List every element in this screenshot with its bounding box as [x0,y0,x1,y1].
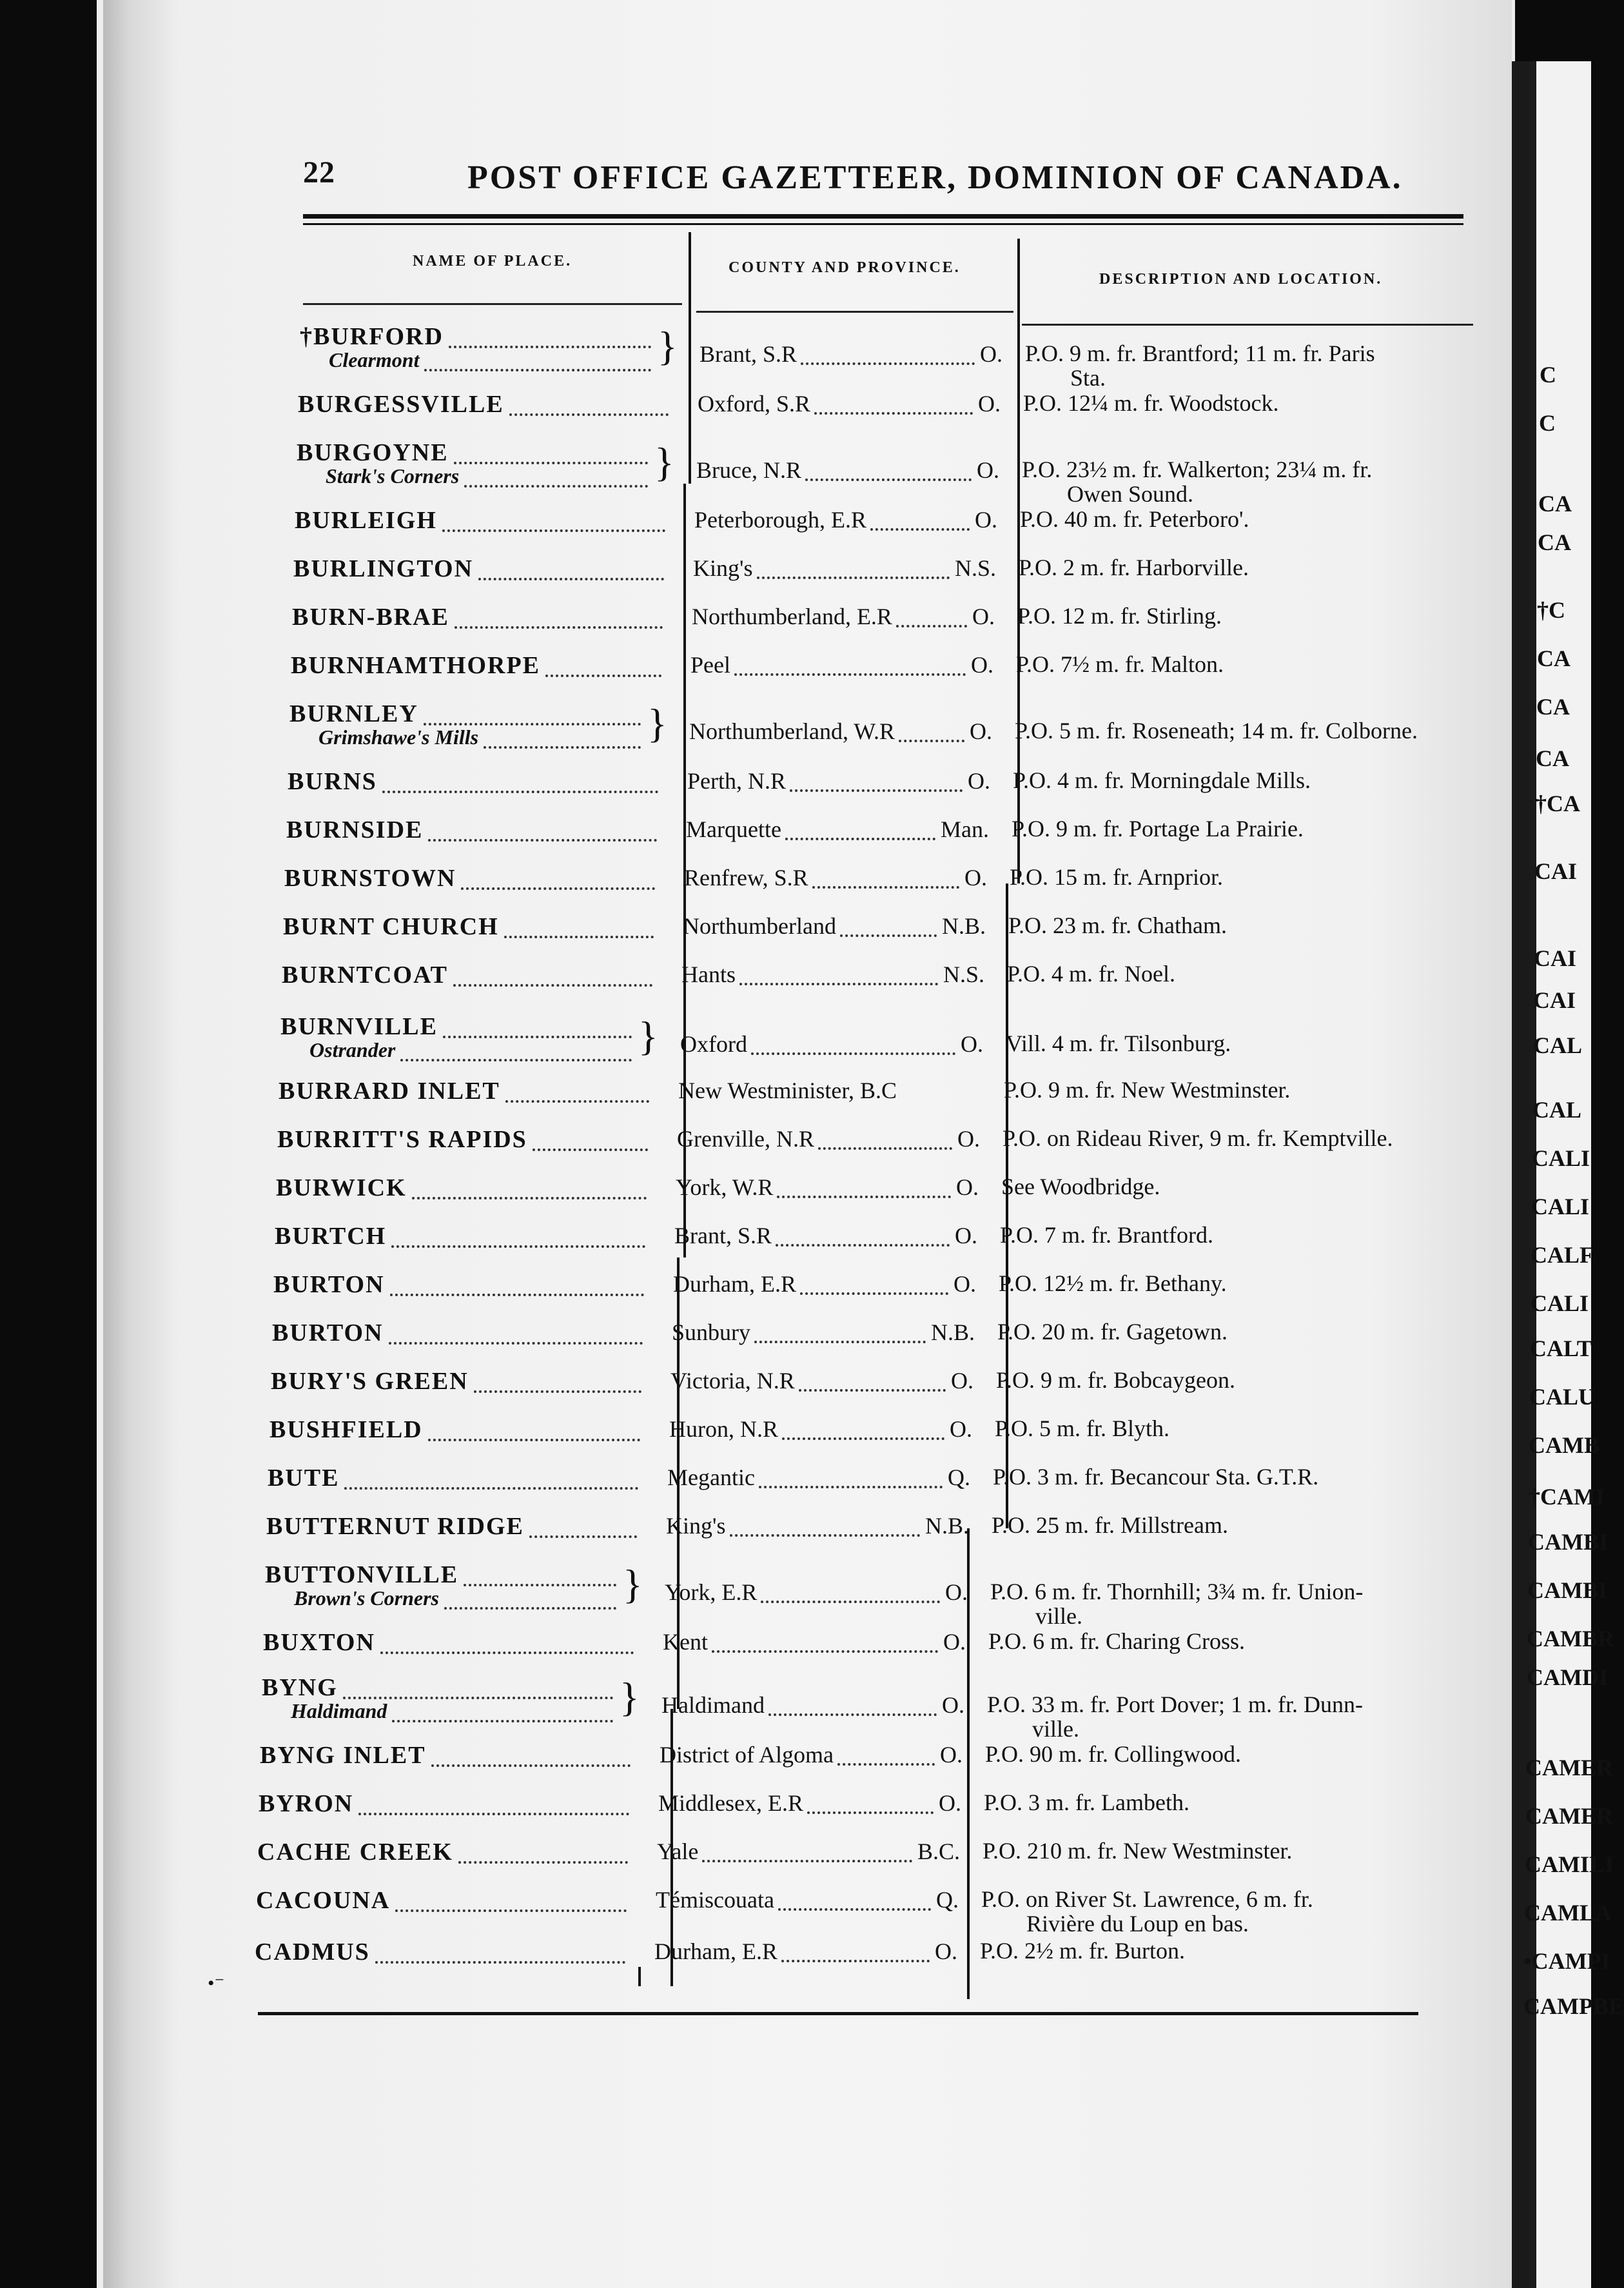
grouping-brace: } [654,439,674,485]
place-name: CACHE CREEK [257,1839,453,1866]
column-divider-1e [638,1967,641,1986]
county-name: Sunbury [672,1319,751,1345]
leader-dots [818,1147,952,1150]
place-name: BURNVILLE [280,1013,438,1040]
description-line: Owen Sound. [1067,481,1193,507]
description-line: P.O. 2½ m. fr. Burton. [980,1938,1186,1964]
description-line: P.O. 9 m. fr. Portage La Prairie. [1012,816,1304,842]
leader-dots [431,1764,631,1767]
place-name: BUTTERNUT RIDGE [266,1513,524,1540]
place-name: BUTTONVILLE [265,1561,459,1588]
place-name: BURNTCOAT [282,962,448,989]
county-name: Perth, N.R [687,768,786,794]
facing-page-word: CALI [1531,1194,1590,1219]
province: O. [978,391,1001,417]
facing-page-word: CAMDI [1527,1664,1608,1690]
leader-dots [428,1439,640,1441]
place-name: BURGOYNE [297,439,449,466]
column-header-description: DESCRIPTION AND LOCATION. [1099,271,1383,288]
description-line: P.O. 6 m. fr. Thornhill; 3¾ m. fr. Union- [990,1579,1364,1604]
province: O. [950,1416,972,1442]
province: O. [955,1223,977,1248]
leader-dots [533,1149,648,1151]
leader-dots [800,1292,948,1295]
province: O. [961,1031,983,1057]
description-line: Rivière du Loup en bas. [1026,1911,1249,1937]
leader-dots [529,1535,637,1538]
leader-dots [344,1487,638,1490]
facing-page-word: CAMLA [1524,1900,1612,1926]
province: O. [968,768,990,794]
leader-dots [464,1584,616,1586]
leader-dots [777,1196,951,1198]
place-name: BURGESSVILLE [298,391,504,418]
facing-page-word: CAMILI [1525,1851,1614,1877]
facing-page-word: CALF [1531,1242,1594,1268]
facing-page-word: C [1540,362,1556,388]
description-line: ville. [1032,1716,1079,1742]
place-header-rule [303,303,682,305]
county-name: Hants [681,962,736,987]
leader-dots [754,1341,926,1343]
facing-page-word: CA [1537,646,1570,671]
description-line: P.O. 12½ m. fr. Bethany. [999,1270,1227,1296]
grouping-brace: } [638,1013,658,1059]
county-name: Brant, S.R [674,1223,772,1248]
description-line: P.O. 15 m. fr. Arnprior. [1010,864,1224,890]
description-line: P.O. 23 m. fr. Chatham. [1008,912,1227,938]
place-name: BUXTON [263,1629,375,1656]
leader-dots [380,1652,634,1654]
description-line: P.O. 23½ m. fr. Walkerton; 23¼ m. fr. [1022,457,1373,482]
county-name: Victoria, N.R [670,1368,795,1394]
county-name: Peterborough, E.R [694,507,866,533]
province: O. [942,1692,964,1718]
place-name: BUSHFIELD [269,1416,423,1443]
place-name: BURTON [272,1319,384,1346]
county-name: New Westminister, B.C [678,1078,897,1103]
county-name: Haldimand [661,1692,765,1718]
place-name: BURNS [288,768,377,795]
county-name: Oxford [680,1031,747,1057]
description-line: P.O. 12 m. fr. Stirling. [1017,603,1222,629]
facing-page-word: CAMER [1525,1803,1613,1829]
description-line: P.O. on River St. Lawrence, 6 m. fr. [981,1886,1313,1912]
leader-dots [391,1245,645,1248]
county-name: Témiscouata [656,1887,774,1913]
province: O. [970,718,992,744]
running-title: POST OFFICE GAZETTEER, DOMINION OF CANADA. [467,159,1403,196]
description-line: P.O. 25 m. fr. Millstream. [992,1512,1228,1538]
grouping-brace: } [658,323,678,369]
county-header-rule [696,311,1013,313]
place-name: BURTCH [275,1223,387,1250]
column-header-county: COUNTY AND PROVINCE. [729,259,961,276]
province: O. [957,1126,980,1152]
county-name: Oxford, S.R [698,391,811,417]
leader-dots [509,413,669,416]
place-name: †BURFORD [300,323,444,350]
place-name: CACOUNA [256,1887,391,1914]
description-line: P.O. on Rideau River, 9 m. fr. Kemptville. [1003,1125,1393,1151]
province: O. [940,1742,963,1768]
place-name: BURY'S GREEN [271,1368,469,1395]
county-name: District of Algoma [660,1742,834,1768]
county-name: Kent [663,1629,708,1655]
place-name: BURNT CHURCH [283,913,499,940]
description-line: P.O. 33 m. fr. Port Dover; 1 m. fr. Dunn- [987,1691,1363,1717]
province: Q. [936,1887,959,1913]
leader-dots [837,1763,935,1766]
county-name: Northumberland [683,913,836,939]
leader-dots [505,1100,649,1103]
facing-page-word: CAI [1534,945,1577,971]
place-name: BURRARD INLET [279,1078,500,1105]
leader-dots [454,462,648,464]
facing-page-word: CA [1536,694,1570,720]
place-name: BURNSTOWN [284,865,456,892]
facing-page-word: CA [1536,745,1569,771]
facing-page-word: CAMBR [1527,1626,1614,1652]
header-rule-thick [303,214,1463,219]
facing-page-word: CAMBI [1527,1577,1607,1603]
province: N.S. [943,962,984,987]
place-name: BURN-BRAE [292,604,449,631]
description-line: P.O. 90 m. fr. Collingwood. [985,1741,1242,1767]
leader-dots [781,1960,930,1962]
description-line: P.O. 6 m. fr. Charing Cross. [988,1628,1246,1654]
leader-dots [504,936,654,938]
leader-dots [702,1860,912,1862]
page-number: 22 [303,155,335,190]
leader-dots [807,1811,934,1814]
description-line: P.O. 7 m. fr. Brantford. [1000,1222,1213,1248]
place-alias: Clearmont [329,348,420,371]
county-name: Northumberland, W.R [689,718,895,744]
facing-page-word: CAL [1532,1097,1582,1123]
description-line: P.O. 12¼ m. fr. Woodstock. [1023,390,1279,416]
leader-dots [464,485,648,488]
description-line: Vill. 4 m. fr. Tilsonburg. [1006,1031,1231,1056]
county-name: Northumberland, E.R [692,604,892,629]
leader-dots [812,886,959,889]
description-line: P.O. 210 m. fr. New Westminster. [983,1838,1293,1864]
leader-dots [759,1486,943,1488]
place-name: BURTON [273,1271,385,1298]
facing-page-word: †C [1537,597,1565,623]
facing-page-word: †CA [1535,791,1580,816]
grouping-brace: } [620,1674,640,1720]
description-line: Sta. [1070,365,1106,391]
leader-dots [390,1294,644,1296]
place-name: BURLINGTON [293,555,474,582]
place-name: BURNSIDE [286,816,424,843]
leader-dots [389,1342,643,1345]
leader-dots [453,984,652,987]
county-name: Yale [657,1839,699,1864]
description-line: P.O. 5 m. fr. Blyth. [995,1415,1170,1441]
leader-dots [768,1713,937,1716]
leader-dots [712,1650,938,1653]
county-name: Durham, E.R [654,1938,778,1964]
margin-mark: •⁻ [208,1973,225,1994]
leader-dots [375,1961,625,1964]
province: O. [954,1271,976,1297]
facing-page-word: CALT [1530,1336,1592,1361]
leader-dots [474,1390,641,1393]
place-name: BYNG INLET [260,1742,426,1769]
facing-page-word: †CAMI [1529,1484,1605,1510]
header-rule-thin [303,223,1463,225]
province: O. [943,1629,966,1655]
leader-dots [799,1389,946,1392]
grouping-brace: } [623,1561,643,1607]
leader-dots [870,528,970,531]
leader-dots [478,578,664,580]
place-alias: Stark's Corners [326,464,460,488]
leader-dots [896,625,967,627]
province: Q. [948,1465,970,1490]
leader-dots [840,934,937,937]
leader-dots [395,1909,627,1912]
description-line: P.O. 40 m. fr. Peterboro'. [1020,506,1249,532]
facing-page-word: CAI [1534,858,1578,884]
facing-page-word: CAMER [1525,1755,1613,1780]
place-name: BURLEIGH [295,507,437,534]
leader-dots [382,791,658,793]
facing-page-word: CALI [1531,1290,1589,1316]
leader-dots [801,362,975,365]
description-line: P.O. 4 m. fr. Morningdale Mills. [1013,767,1311,793]
description-line: P.O. 9 m. fr. Brantford; 11 m. fr. Paris [1025,340,1375,366]
leader-dots [790,789,963,792]
county-name: York, W.R [676,1174,774,1200]
leader-dots [730,1534,920,1537]
leader-dots [782,1437,944,1440]
description-line: P.O. 9 m. fr. New Westminster. [1004,1077,1291,1103]
place-name: BURNLEY [289,700,418,727]
facing-page-word: CAMPBE [1523,1993,1624,2019]
county-name: Peel [690,652,730,678]
leader-dots [428,839,657,842]
description-line: ville. [1035,1603,1082,1629]
facing-page-word: CALI [1532,1145,1590,1171]
province: O. [964,865,987,891]
leader-dots [412,1197,647,1199]
province: N.B. [941,913,986,939]
description-header-rule [1022,324,1473,326]
place-name: CADMUS [255,1938,370,1966]
place-name: BURNHAMTHORPE [291,652,540,679]
description-line: P.O. 3 m. fr. Lambeth. [984,1790,1189,1815]
facing-page-word: CALU [1529,1384,1596,1410]
county-name: Renfrew, S.R [684,865,808,891]
county-name: Huron, N.R [669,1416,778,1442]
province: O. [972,604,995,629]
county-name: Brant, S.R [699,341,797,367]
place-name: BURRITT'S RAPIDS [277,1126,527,1153]
facing-page-word: CAI [1533,987,1576,1013]
county-name: Marquette [686,816,781,842]
description-line: P.O. 3 m. fr. Becancour Sta. G.T.R. [993,1464,1319,1490]
province: O. [935,1938,957,1964]
province: O. [939,1790,961,1816]
leader-dots [455,626,663,629]
grouping-brace: } [647,700,667,746]
county-name: Durham, E.R [673,1271,796,1297]
description-line: See Woodbridge. [1001,1174,1160,1199]
leader-dots [776,1244,950,1247]
leader-dots [545,675,661,677]
province: N.B. [925,1513,969,1539]
county-name: Bruce, N.R [696,457,801,483]
leader-dots [484,746,641,749]
leader-dots [761,1601,940,1603]
place-alias: Haldimand [291,1699,387,1722]
footer-rule [258,2012,1418,2015]
leader-dots [757,577,950,579]
leader-dots [392,1720,613,1722]
description-line: P.O. 7½ m. fr. Malton. [1016,651,1224,677]
province: Man. [941,816,989,842]
province: O. [956,1174,979,1200]
place-alias: Brown's Corners [294,1586,439,1610]
province: B.C. [917,1839,960,1864]
leader-dots [739,983,938,985]
leader-dots [358,1813,629,1815]
place-name: BYRON [259,1790,354,1817]
facing-page-word: CAMBI [1528,1529,1608,1555]
description-line: P.O. 9 m. fr. Bobcaygeon. [996,1367,1235,1393]
description-line: P.O. 20 m. fr. Gagetown. [997,1319,1228,1345]
column-divider-1 [689,232,691,484]
province: O. [980,341,1003,367]
leader-dots [424,369,651,371]
province: N.S. [954,555,996,581]
description-line: P.O. 2 m. fr. Harborville. [1019,555,1249,580]
county-name: Grenville, N.R [677,1126,814,1152]
facing-page-word: C [1539,410,1556,436]
province: O. [945,1579,968,1605]
facing-page-word: CA [1538,529,1571,555]
leader-dots [400,1059,632,1061]
county-name: York, E.R [665,1579,758,1605]
leader-dots [444,1607,616,1610]
leader-dots [785,838,935,840]
place-alias: Ostrander [309,1038,396,1061]
facing-page-word: •CAMPI [1523,1948,1610,1974]
description-line: P.O. 5 m. fr. Roseneath; 14 m. fr. Colborne. [1015,718,1418,744]
column-header-place: NAME OF PLACE. [413,253,572,270]
description-line: P.O. 4 m. fr. Noel. [1007,961,1175,987]
leader-dots [751,1052,955,1055]
province: O. [951,1368,973,1394]
leader-dots [778,1908,931,1911]
leader-dots [449,346,651,348]
leader-dots [805,478,972,481]
county-name: Megantic [667,1465,755,1490]
place-alias: Grimshawe's Mills [318,725,479,749]
county-name: King's [666,1513,726,1539]
facing-page-word: CA [1538,491,1572,517]
facing-page-word: CAMB [1529,1432,1600,1458]
county-name: King's [693,555,753,581]
county-name: Middlesex, E.R [658,1790,803,1816]
province: O. [975,507,997,533]
province: N.B. [930,1319,975,1345]
province: O. [971,652,993,678]
place-name: BUTE [268,1465,340,1492]
province: O. [977,457,999,483]
leader-dots [734,673,966,676]
leader-dots [442,529,665,532]
facing-page-word: CAL [1533,1032,1583,1058]
leader-dots [814,412,973,415]
leader-dots [461,887,655,890]
leader-dots [458,1861,628,1864]
leader-dots [443,1036,632,1038]
place-name: BYNG [262,1674,338,1701]
place-name: BURWICK [276,1174,407,1201]
leader-dots [899,740,964,742]
